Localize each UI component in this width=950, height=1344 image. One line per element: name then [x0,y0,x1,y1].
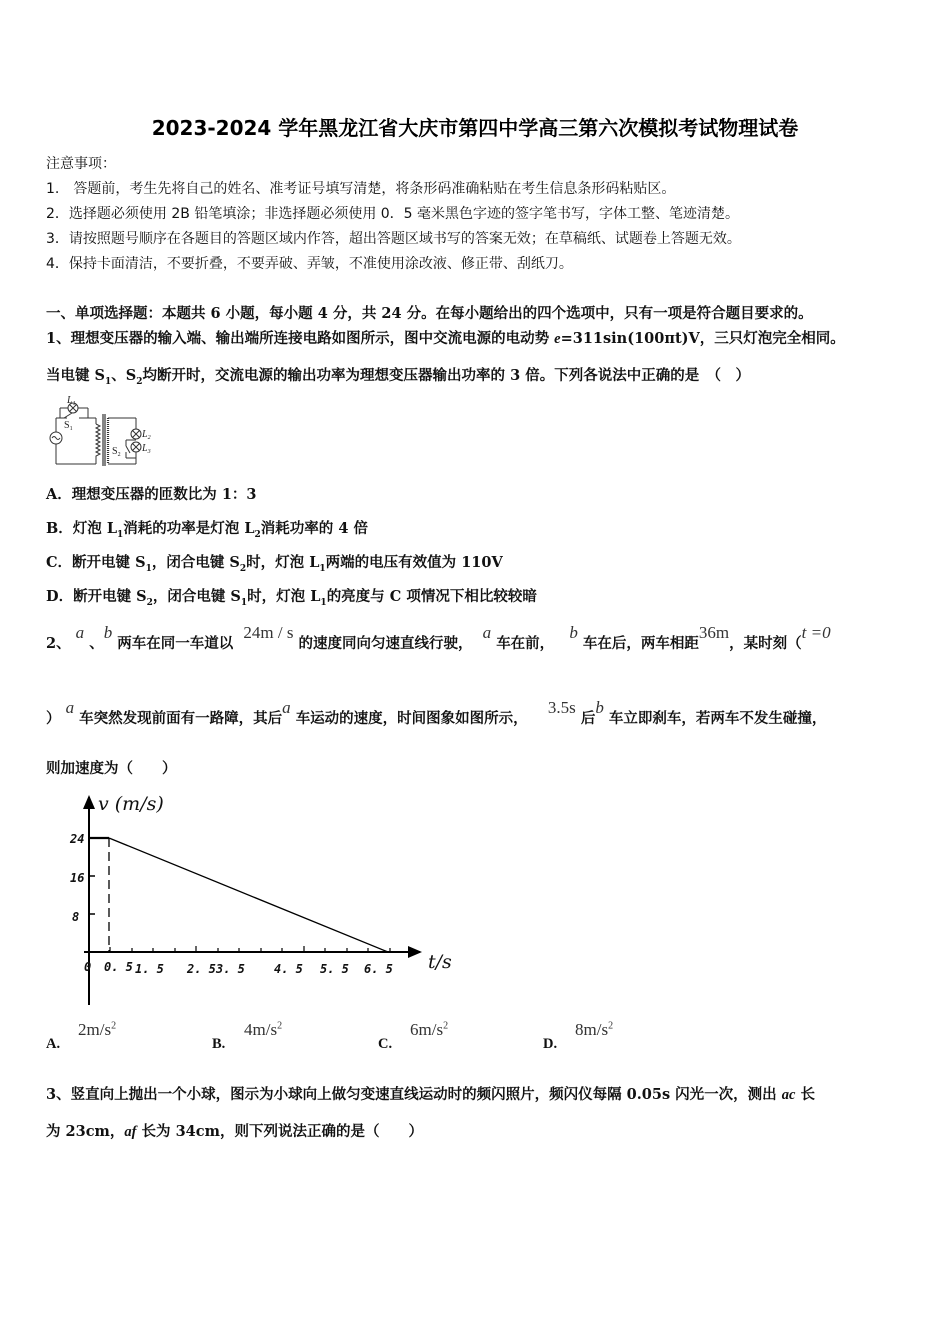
q2-text: 车立即刹车，若两车不发生碰撞， [608,710,827,727]
subscript: 2 [254,529,261,540]
x-tick-label: 0. 5 [104,960,133,974]
label-L3: $L_3$ [142,443,151,455]
option-text: ，闭合电键 S [151,554,240,571]
emf-variable: e [554,331,561,347]
y-axis-label: v (m/s) [98,793,164,815]
option-label: C. [378,1036,393,1052]
superscript: 2 [277,1020,283,1032]
q3-stem-line1 [46,1083,815,1104]
subscript: 1 [319,563,326,574]
q1-stem-text: 1、理想变压器的输入端、输出端所连接电路如图所示，图中交流电源的电动势 [46,330,555,347]
superscript: 2 [111,1020,117,1032]
notice-item-3: 3．请按照题号顺序在各题目的答题区域内作答，超出答题区域书写的答案无效；在草稿纸、试题卷上答题无效。 [46,231,741,247]
label-S2: $S_2$ [112,446,121,458]
q1-option-b[interactable] [46,517,368,540]
option-text: 4m/s [244,1020,278,1039]
q2-text: 后 [580,710,596,727]
q2-options [46,1020,906,1060]
x-tick-label: 2. 5 [187,962,216,976]
option-text: ，闭合电键 S [152,588,241,605]
option-text: 时，灯泡 L [247,588,321,605]
var-a: a [282,698,291,717]
option-value [410,1020,448,1040]
speed-value: 24m / s [243,623,294,642]
superscript: 2 [608,1020,614,1032]
q1-option-c[interactable] [46,551,503,574]
var-ac: ac [781,1087,796,1103]
notice-item-2: 2．选择题必须使用 2B 铅笔填涂；非选择题必须使用 0．5 毫米黑色字迹的签字笔书写，字体工整、笔迹清楚。 [46,206,740,222]
label-S1: $S_1$ [64,420,73,432]
option-value [244,1020,282,1040]
option-label: D． [46,588,74,605]
subscript: 2 [136,376,143,387]
subscript: 1 [117,529,124,540]
q1-stem-formula: =311sin(100πt)V，三只灯泡完全相同。 [560,330,845,347]
q1-text: 当电键 S [46,367,106,384]
q2-text: 两车在同一车道以 [117,635,234,652]
var-b: b [595,698,604,717]
time-zero: t =0 [801,623,831,642]
q1-option-d[interactable] [46,585,537,608]
q2-text: 车运动的速度，时间图象如图所示， [295,710,528,727]
x-tick-label: 4. 5 [274,962,303,976]
option-text: 8m/s [575,1020,609,1039]
distance-value: 36m [698,623,730,642]
q2-stem-line2 [46,698,827,728]
option-label: C． [46,554,73,571]
option-label: B． [46,520,73,537]
subscript: 1 [145,563,152,574]
q3-stem-line2 [46,1120,423,1141]
option-text: 断开电键 S [73,588,147,605]
notice-item-1: 1. 答题前，考生先将自己的姓名、准考证号填写清楚，将条形码准确粘贴在考生信息条形码粘贴区。 [46,181,676,197]
q1-stem-line1 [46,327,845,348]
q2-text: 车在后，两车相距 [582,635,699,652]
circuit-figure [46,396,156,468]
q2-text: ，某时刻（ [729,635,802,652]
option-text: 断开电键 S [72,554,146,571]
notice-item-4: 4．保持卡面清洁，不要折叠，不要弄破、弄皱，不准使用涂改液、修正带、刮纸刀。 [46,256,573,272]
q2-text: 的速度同向匀速直线行驶， [298,635,473,652]
var-a: a [75,623,85,642]
q2-text: 车突然发现前面有一路障，其后 [79,710,283,727]
velocity-time-chart [60,785,480,1015]
x-tick-label: 5. 5 [320,962,349,976]
q3-text: 长 [795,1086,815,1103]
option-value [575,1020,613,1040]
subscript: 2 [239,563,247,574]
option-text: 两端的电压有效值为 110V [325,554,503,571]
var-af: af [124,1124,137,1140]
q1-text: 、S [111,367,137,384]
superscript: 2 [443,1020,449,1032]
var-b: b [103,623,113,642]
option-value [78,1020,116,1040]
q1-text: 均断开时，交流电源的输出功率为理想变压器输出功率的 3 倍。下列各说法中正确的是 （ ） [142,367,750,384]
option-text: 灯泡 L [72,520,118,537]
x-tick-label: 1. 5 [135,962,164,976]
option-label: D. [543,1036,558,1052]
label-L1: $L_1$ [67,396,76,407]
option-label: A． [46,486,72,503]
page-title: 2023-2024 学年黑龙江省大庆市第四中学高三第六次模拟考试物理试卷 [151,116,799,140]
q1-stem-line2 [46,364,750,387]
option-text: 时，灯泡 L [246,554,320,571]
q3-text: 3、竖直向上抛出一个小球，图示为小球向上做匀变速直线运动时的频闪照片，频闪仪每隔 0.05s 闪光一次，测出 [46,1086,782,1103]
option-text: 消耗的功率是灯泡 L [123,520,255,537]
q2-text: ） [46,710,61,727]
option-label: B. [212,1036,226,1052]
option-text: 消耗功率的 4 倍 [260,520,368,537]
q2-stem-line1 [46,623,831,653]
option-text: 2m/s [78,1020,112,1039]
time-value: 3.5s [547,698,576,717]
var-b: b [569,623,578,642]
notice-heading: 注意事项： [46,156,116,172]
q2-text: 、 [89,635,104,652]
question-number: 2、 [46,635,71,652]
section-heading: 一、单项选择题：本题共 6 小题，每小题 4 分，共 24 分。在每小题给出的四个选项中，只有一项是符合题目要求的。 [46,305,813,322]
y-tick-label: 8 [72,910,80,924]
x-tick-label: 6. 5 [364,962,393,976]
q1-option-a[interactable] [46,483,257,504]
transformer-circuit-diagram [46,396,156,468]
var-a: a [65,698,75,717]
label-L2: $L_2$ [142,429,151,441]
vt-graph [60,785,480,1015]
option-text: 的亮度与 C 项情况下相比较较暗 [326,588,537,605]
subscript: 1 [105,376,112,387]
subscript: 1 [240,597,248,608]
y-tick-label: 24 [70,832,85,846]
subscript: 1 [320,597,327,608]
var-a: a [482,623,492,642]
q2-text: 车在前， [496,635,555,652]
option-text: 理想变压器的匝数比为 1：3 [71,486,257,503]
q2-stem-line3: 则加速度为（ ） [46,760,177,777]
q3-text: 长为 34cm，则下列说法正确的是（ ） [136,1123,423,1140]
x-tick-label: 3. 5 [216,962,245,976]
x-axis-label: t/s [428,951,452,973]
option-label: A. [46,1036,61,1052]
x-tick-label: 0 [84,960,92,974]
option-text: 6m/s [410,1020,444,1039]
q3-text: 为 23cm， [46,1123,125,1140]
subscript: 2 [146,597,153,608]
y-tick-label: 16 [70,871,85,885]
